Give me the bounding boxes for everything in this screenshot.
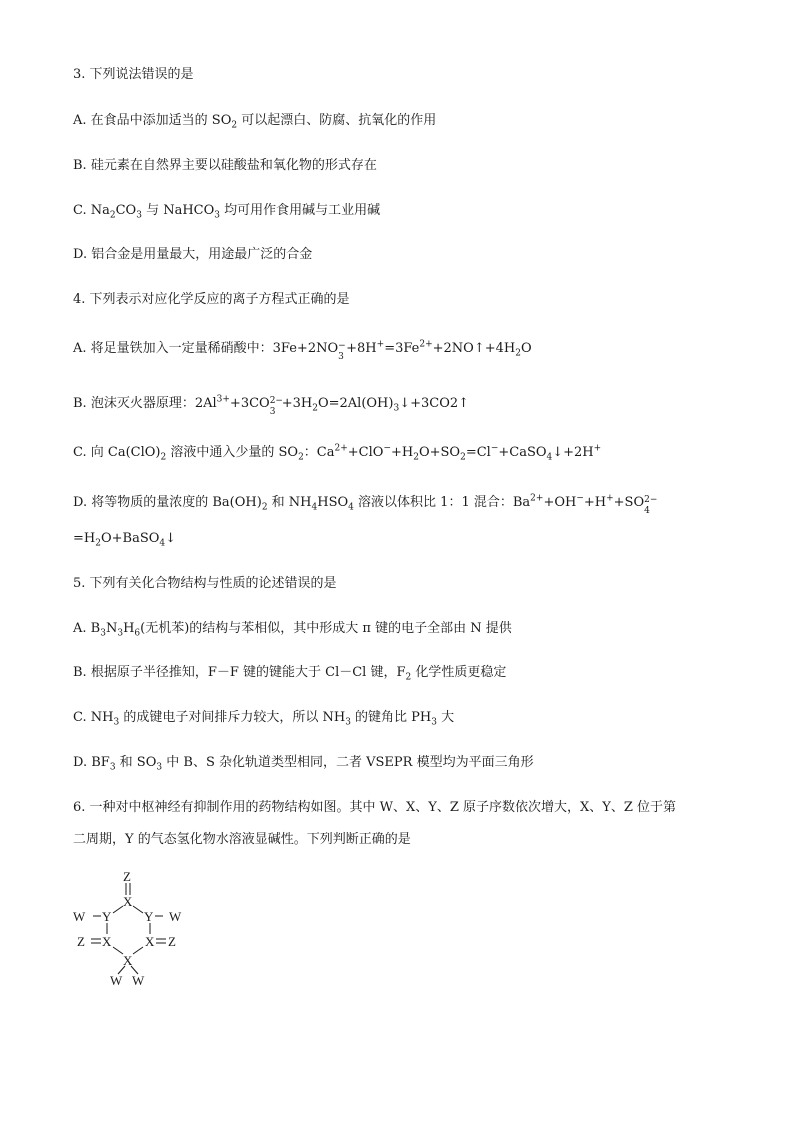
q4-stem: 4. 下列表示对应化学反应的离子方程式正确的是 [73, 292, 350, 307]
q3-option-c: C. $Na_2CO_3$ 与 NaHCO$_3$ 均可用作食用碱与工业用碱 [73, 203, 381, 221]
atom-z-left: Z [77, 934, 85, 949]
atom-z-top: Z [123, 869, 131, 884]
q3-option-d: D. 铝合金是用量最大，用途最广泛的合金 [73, 247, 313, 262]
q3-option-a: A. 在食品中添加适当的 $SO_2$ 可以起漂白、防腐、抗氧化的作用 [73, 113, 437, 131]
atom-y-right: Y [144, 909, 154, 924]
molecule-structure-diagram [70, 866, 200, 991]
atom-x-right: X [145, 934, 155, 949]
q4-option-d-continued: $=H_2O+BaSO_4↓$ [73, 531, 177, 549]
atom-w-right: W [169, 909, 182, 924]
q6-stem-line-2: 二周期，Y 的气态氢化物水溶液显碱性。下列判断正确的是 [73, 832, 411, 847]
q5-option-c: C. $NH_3$ 的成键电子对间排斥力较大，所以 $NH_3$ 的键角比 $PH_3$ 大 [73, 710, 455, 728]
q3-option-b: B. 硅元素在自然界主要以硅酸盐和氧化物的形式存在 [73, 158, 377, 173]
q4-option-b: B. 泡沫灭火器原理：$2Al^{3+}+3CO$ 2− 3 $+3H_2O=2Al(OH)_3↓+3CO2↑$ [73, 394, 470, 417]
atom-y-left: Y [102, 909, 112, 924]
q4-option-a: A. 将足量铁加入一定量稀硝酸中：3Fe+2NO − 3 $+8H^+=3Fe^{2+}+2NO↑+4H_2O$ [73, 339, 532, 362]
atom-x-bottom: X [123, 953, 133, 968]
q5-option-d: D. $BF_3$ 和 $SO_3$ 中 B、S 杂化轨道类型相同，二者 VSEPR 模型均为平面三角形 [73, 755, 534, 773]
atom-z-right: Z [168, 934, 176, 949]
atom-w-bottom-left: W [110, 973, 123, 988]
q5-stem: 5. 下列有关化合物结构与性质的论述错误的是 [73, 576, 337, 591]
q3-stem: 3. 下列说法错误的是 [73, 67, 194, 82]
q5-option-b: B. 根据原子半径推知，F－F 键的键能大于 Cl－Cl 键，$F_2$ 化学性质更稳定 [73, 665, 507, 683]
atom-w-bottom-right: W [132, 973, 145, 988]
atom-x-top: X [123, 894, 133, 909]
q4-option-d: D. 将等物质的量浓度的 $Ba(OH)_2$ 和 $NH_4HSO_4$ 溶液以体积比 1：1 混合：$Ba^{2+}+OH^-+H^++SO$ 2− 4 [73, 493, 658, 516]
q6-stem-line-1: 6. 一种对中枢神经有抑制作用的药物结构如图。其中 W、X、Y、Z 原子序数依次增大，X、Y、Z 位于第 [73, 800, 677, 815]
atom-w-left: W [73, 909, 86, 924]
q5-option-a: A. $B_3N_3H_6$(无机苯)的结构与苯相似，其中形成大 π 键的电子全部由 N 提供 [73, 621, 512, 639]
q4-option-c: C. 向 $Ca(ClO)_2$ 溶液中通入少量的 $SO_2$：$Ca^{2+}+ClO^-+H_2O+SO_2=Cl^-+CaSO_4↓+2H^+$ [73, 443, 602, 463]
atom-x-left: X [102, 934, 112, 949]
